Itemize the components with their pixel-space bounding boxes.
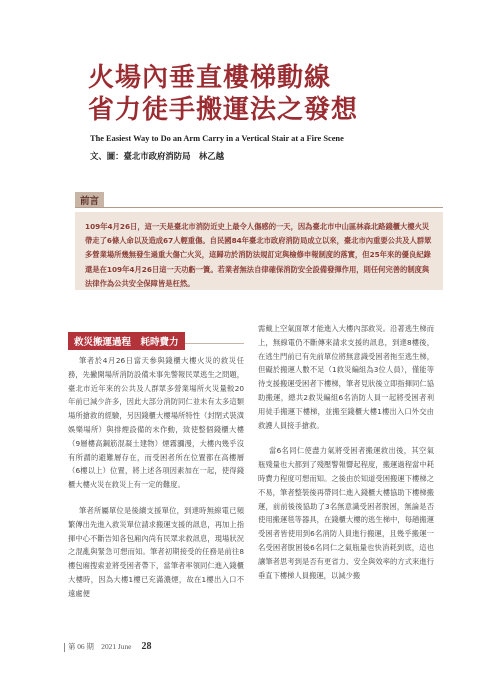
page-number: 28	[141, 641, 152, 652]
body-paragraph: 需戴上空氣面罩才能進入大樓內部救災。沿著逃生梯而上，無線電仍不斷傳來請求支援的訊息，到達8樓後，在逃生門前已有先前單位將無意識受困者拖至逃生梯，但礙於搬運人數不足（1救災編組為3位人員），僅能等待支援搬運受困者下樓梯，筆者見狀後立即指揮同仁協助搬運，總共2救災編組6名消防人員一起將受困者利用徒手搬運下樓梯，並搬至錢櫃大樓1樓出入口外交由救護人員接手搶救。	[258, 324, 434, 430]
article-title	[88, 62, 408, 126]
body-paragraph: 筆者於4月26日當天參與錢櫃大樓火災的救災任務，先撇開場所消防設備未事先警報民眾逃生之問題，臺北市近年來的公共及人群眾多營業場所火災量較20年前已減少許多，因此大部分消防同仁並未有太多這類場所搶救的經驗，另因錢櫃大樓場所特性（封閉式裝潢娛樂場所）與排煙設備的未作動，致使整個錢櫃大樓（9層樓高鋼筋混凝土建物）煙霧瀰漫，大樓內幾乎沒有所謂的避難層存在，而受困者所在位置都在高樓層（6樓以上）位置，將上述各項因素加在一起，使得錢櫃大樓火災在救災上有一定的難度。	[68, 356, 244, 490]
left-column	[68, 330, 244, 613]
footer-issue: 第 06 期 2021 June	[68, 642, 132, 651]
preface-text: 109年4月26日，這一天是臺北市消防近史上最令人傷感的一天，因為臺北市中山區林森北路錢櫃大樓火災帶走了6條人命以及造成67人輕重傷。自民國84年臺北市政府消防局成立以來，臺北市內重要公共及人群眾多營業場所幾無發生過重大傷亡火災，這歸功於消防法規訂定與檢修申報制度的落實，但25年來的優良紀錄還是在109年4月26日這一天功虧一簣。若業者無法自律確保消防安全設備發揮作用，則任何完善的制度與法律作為公共安全保障皆是枉然。	[85, 222, 432, 288]
preface-divider	[75, 207, 443, 208]
section-heading: 救災搬運過程 耗時費力	[68, 332, 185, 350]
body-paragraph: 當6名同仁使盡力氣將受困者搬運救出後，其空氣瓶殘量也大都到了殘壓警報響起程度，搬運過程當中耗時費力程度可想而知。之後由於知道受困搬運下樓梯之不易，筆者整裝後再帶同仁進入錢櫃大樓協助下樓梯搬運，前前後後協助了3名無意識受困者脫困，無論是否使用搬運毯等器具，在錢櫃大樓的逃生梯中，每趟搬運受困者皆使用到6名消防人員進行搬運，且幾乎搬運一名受困者脫困後6名同仁之氣瓶量也快消耗到底，這也讓筆者思考到是否有更省力、安全與效率的方式來進行垂直下樓梯人員搬運，以減少搬	[258, 446, 434, 580]
page-footer	[64, 641, 151, 652]
footer-bar	[64, 643, 65, 652]
author-line: 文、圖：臺北市政府消防局 林乙越	[90, 151, 224, 161]
preface-box	[75, 212, 443, 290]
title-line-2: 省力徒手搬運法之發想	[88, 95, 359, 125]
preface-label: 前言	[75, 192, 104, 208]
body-paragraph: 筆者所屬單位是後續支援單位，到達時無線電已頻繁傳出先進入救災單位請求搬運支援的訊息，再加上指揮中心不斷告知各包廂內尚有民眾求救訊息，現場狀況之混亂與緊急可想而知。筆者初期接受的任務是前往8樓包廂搜索並將受困者帶下，當筆者率領同仁進入錢櫃大樓時，因為大樓1樓已充滿濃煙，故在1樓出入口不遠處便	[68, 505, 244, 598]
right-column	[258, 322, 434, 594]
english-subtitle: The Easiest Way to Do an Arm Carry in a Vertical Stair at a Fire Scene	[90, 134, 344, 143]
title-line-1: 火場內垂直樓梯動線	[88, 63, 332, 93]
